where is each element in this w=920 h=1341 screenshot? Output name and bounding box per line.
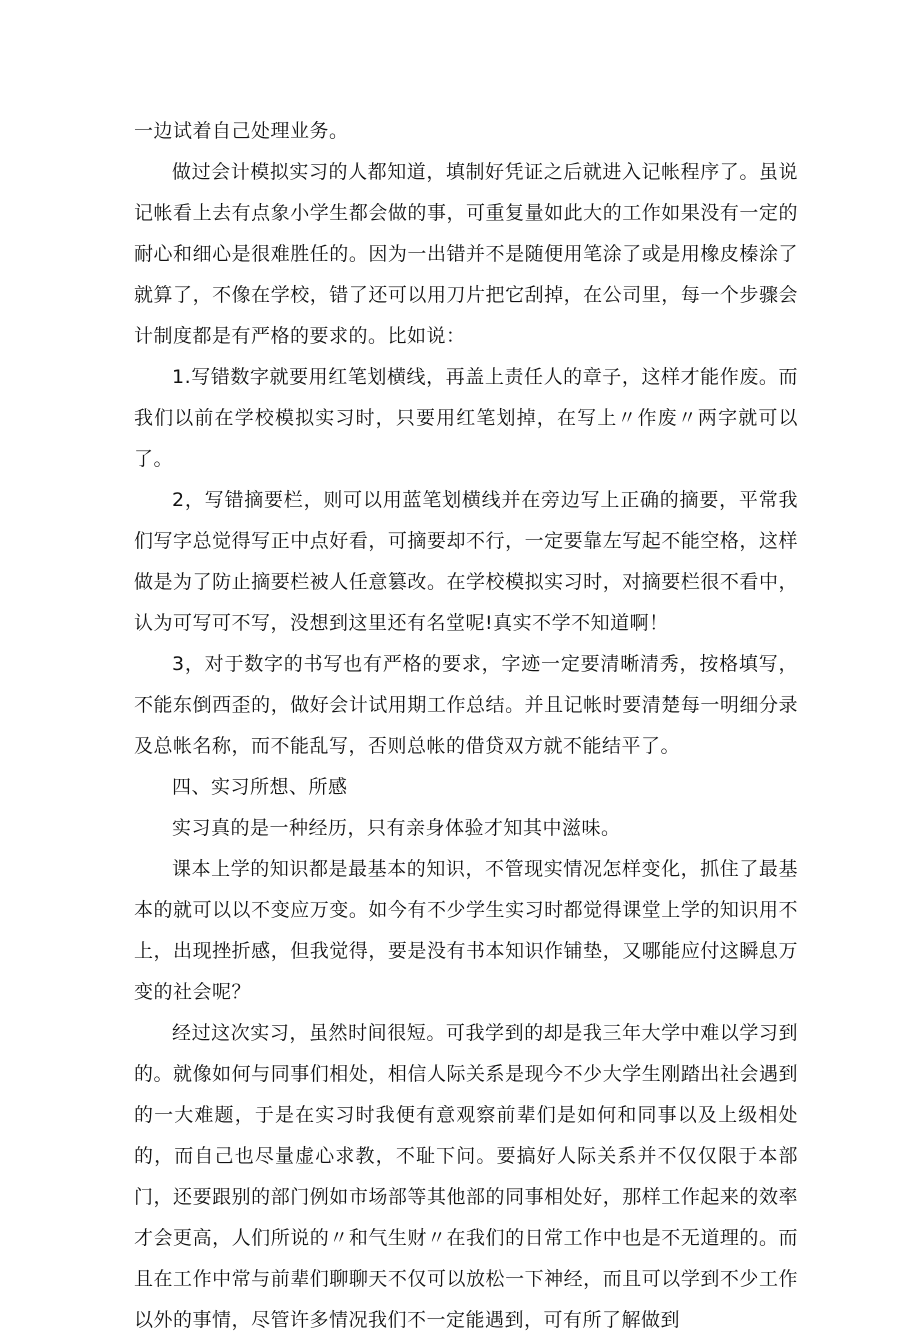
paragraph-textbook-knowledge: 课本上学的知识都是最基本的知识，不管现实情况怎样变化，抓住了最基本的就可以以不变应万变。如今有不少学生实习时都觉得课堂上学的知识用不上，出现挫折感，但我觉得，要是没有书本知识作铺垫，又哪能应付这瞬息万变的社会呢？: [134, 858, 798, 1003]
paragraph-rule-2: 2，写错摘要栏，则可以用蓝笔划横线并在旁边写上正确的摘要，平常我们写字总觉得写正中点好看，可摘要却不行，一定要靠左写起不能空格，这样做是为了防止摘要栏被人任意篡改。在学校模拟实习时，对摘要栏很不看中，认为可写可不写，没想到这里还有名堂呢!真实不学不知道啊！: [134, 489, 798, 634]
paragraph-experience: 实习真的是一种经历，只有亲身体验才知其中滋味。: [172, 817, 621, 839]
body-text: [134, 111, 798, 1341]
paragraph-continuation: 一边试着自己处理业务。: [134, 120, 349, 142]
paragraph-rule-1: 1.写错数字就要用红笔划横线，再盖上责任人的章子，这样才能作废。而我们以前在学校模拟实习时，只要用红笔划掉，在写上〃作废〃两字就可以了。: [134, 366, 798, 470]
paragraph-bookkeeping-intro: 做过会计模拟实习的人都知道，填制好凭证之后就进入记帐程序了。虽说记帐看上去有点象小学生都会做的事，可重复量如此大的工作如果没有一定的耐心和细心是很难胜任的。因为一出错并不是随便用笔涂了或是用橡皮榛涂了就算了，不像在学校，错了还可以用刀片把它刮掉，在公司里，每一个步骤会计制度都是有严格的要求的。比如说：: [134, 161, 798, 347]
section-heading: 四、实习所想、所感: [172, 776, 348, 798]
paragraph-relationships: 经过这次实习，虽然时间很短。可我学到的却是我三年大学中难以学习到的。就像如何与同事们相处，相信人际关系是现今不少大学生刚踏出社会遇到的一大难题，于是在实习时我便有意观察前辈们是如何和同事以及上级相处的，而自己也尽量虚心求教，不耻下问。要搞好人际关系并不仅仅限于本部门，还要跟别的部门例如市场部等其他部的同事相处好，那样工作起来的效率才会更高，人们所说的〃和气生财〃在我们的日常工作中也是不无道理的。而且在工作中常与前辈们聊聊天不仅可以放松一下神经，而且可以学到不少工作以外的事情，尽管许多情况我们不一定能遇到，可有所了解做到: [134, 1022, 798, 1331]
paragraph-rule-3: 3，对于数字的书写也有严格的要求，字迹一定要清晰清秀，按格填写，不能东倒西歪的，做好会计试用期工作总结。并且记帐时要清楚每一明细分录及总帐名称，而不能乱写，否则总帐的借贷双方就不能结平了。: [134, 653, 798, 757]
